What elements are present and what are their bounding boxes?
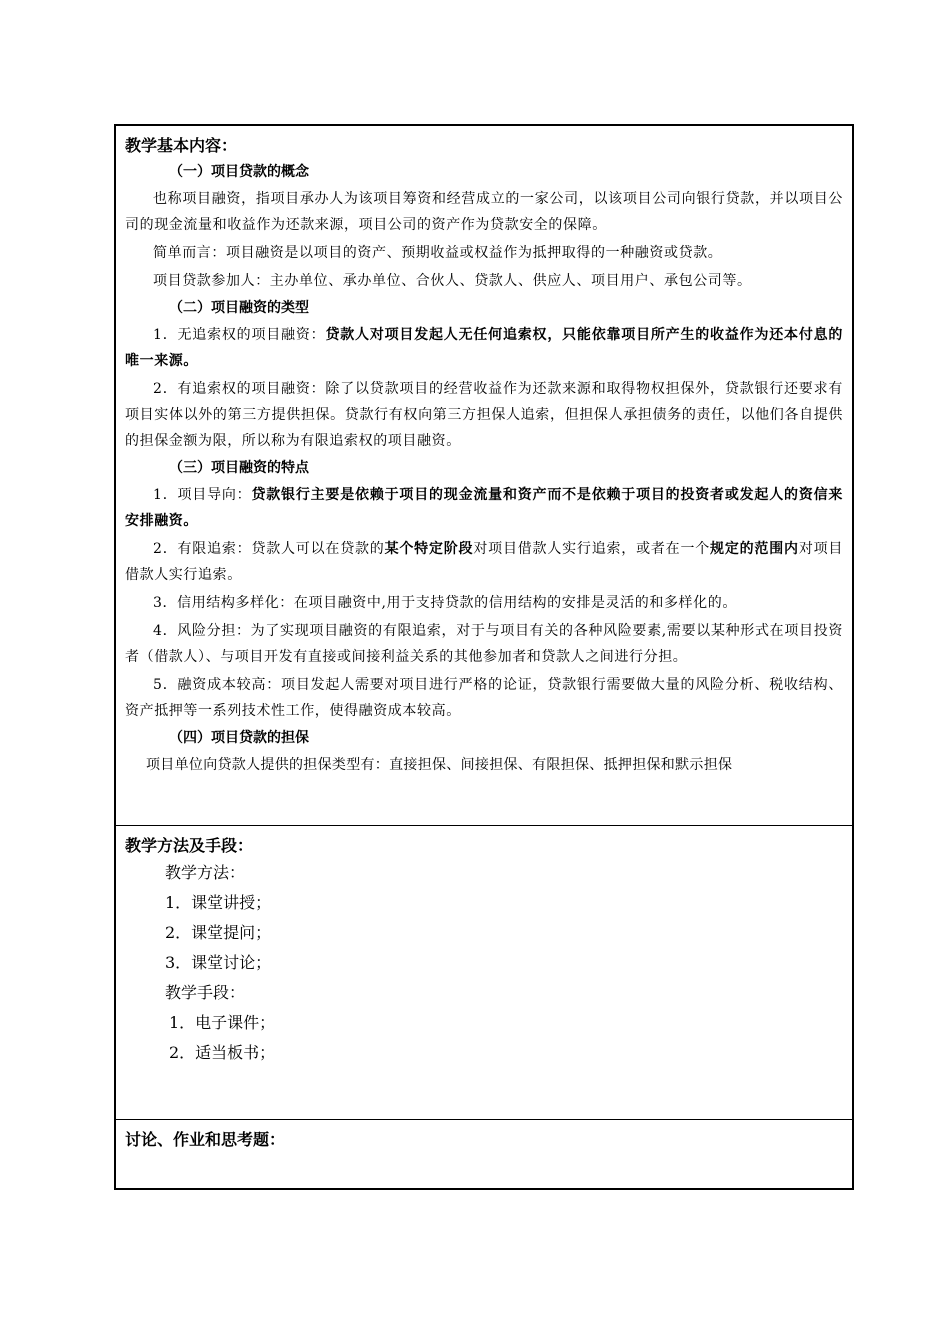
means-item: 2．适当板书； <box>169 1043 276 1062</box>
features-item-2 <box>125 536 843 588</box>
types-item-1-bold: 贷款人对项目发起人无任何追索权，只能依靠项目所产生的收益作为还本付息的唯一来源。 <box>125 327 844 369</box>
features-item-1 <box>125 482 843 534</box>
method-item: 2．课堂提问； <box>165 923 272 942</box>
discussion-heading: 讨论、作业和思考题： <box>125 1130 286 1149</box>
subsection-guarantee-title: （四）项目贷款的担保 <box>169 730 309 746</box>
features-item-2-d: 规定的范围内 <box>710 541 799 557</box>
features-item-1-bold: 贷款银行主要是依赖于项目的现金流量和资产而不是依赖于项目的投资者或发起人的资信来安排融资。 <box>125 487 844 529</box>
subsection-types-title: （二）项目融资的类型 <box>169 300 309 316</box>
subsection-concept-title: （一）项目贷款的概念 <box>169 164 309 180</box>
teaching-methods-cell <box>116 826 852 1120</box>
guarantee-paragraph: 项目单位向贷款人提供的担保类型有：直接担保、间接担保、有限担保、抵押担保和默示担保 <box>146 757 733 773</box>
method-item: 1．课堂讲授； <box>165 893 272 912</box>
method-item: 3．课堂讨论； <box>165 953 272 972</box>
types-item-2: 2．有追索权的项目融资：除了以贷款项目的经营收益作为还款来源和取得物权担保外，贷款银行还要求有项目实体以外的第三方提供担保。贷款行有权向第三方担保人追索，但担保人承担债务的责任，以他们各自提供的担保金额为限，所以称为有限追索权的项目融资。 <box>125 381 843 449</box>
features-item-2-e: 对项目借款人实行追索。 <box>125 541 843 583</box>
features-item-2-a: 2．有限追索：贷款人可以在贷款的 <box>153 541 385 557</box>
lesson-plan-table <box>114 124 854 1190</box>
features-item-3: 3．信用结构多样化：在项目融资中,用于支持贷款的信用结构的安排是灵活的和多样化的。 <box>153 595 737 611</box>
means-item: 1．电子课件； <box>169 1013 276 1032</box>
concept-paragraph-3: 项目贷款参加人：主办单位、承办单位、合伙人、贷款人、供应人、项目用户、承包公司等。 <box>153 273 752 289</box>
discussion-cell <box>116 1120 852 1188</box>
concept-paragraph-2: 简单而言：项目融资是以项目的资产、预期收益或权益作为抵押取得的一种融资或贷款。 <box>153 245 723 261</box>
teaching-content-cell <box>116 126 852 826</box>
subsection-features-title: （三）项目融资的特点 <box>169 460 309 476</box>
features-item-2-b: 某个特定阶段 <box>384 541 474 557</box>
methods-label: 教学方法： <box>165 863 246 882</box>
types-item-1 <box>125 322 843 374</box>
features-item-4: 4．风险分担：为了实现项目融资的有限追索，对于与项目有关的各种风险要素,需要以某种形式在项目投资者（借款人）、与项目开发有直接或间接利益关系的其他参加者和贷款人之间进行分担。 <box>125 623 843 665</box>
concept-paragraph-1: 也称项目融资，指项目承办人为该项目筹资和经营成立的一家公司，以该项目公司向银行贷款，并以项目公司的现金流量和收益作为还款来源，项目公司的资产作为贷款安全的保障。 <box>125 191 843 233</box>
features-item-1-label: 1．项目导向： <box>153 487 252 503</box>
teaching-methods-heading: 教学方法及手段： <box>125 836 254 855</box>
types-item-1-label: 1．无追索权的项目融资： <box>153 327 326 343</box>
features-item-5: 5．融资成本较高：项目发起人需要对项目进行严格的论证，贷款银行需要做大量的风险分析、税收结构、资产抵押等一系列技术性工作，使得融资成本较高。 <box>125 677 843 719</box>
teaching-content-heading: 教学基本内容： <box>125 136 238 155</box>
features-item-2-c: 对项目借款人实行追索，或者在一个 <box>473 541 711 557</box>
means-label: 教学手段： <box>165 983 246 1002</box>
